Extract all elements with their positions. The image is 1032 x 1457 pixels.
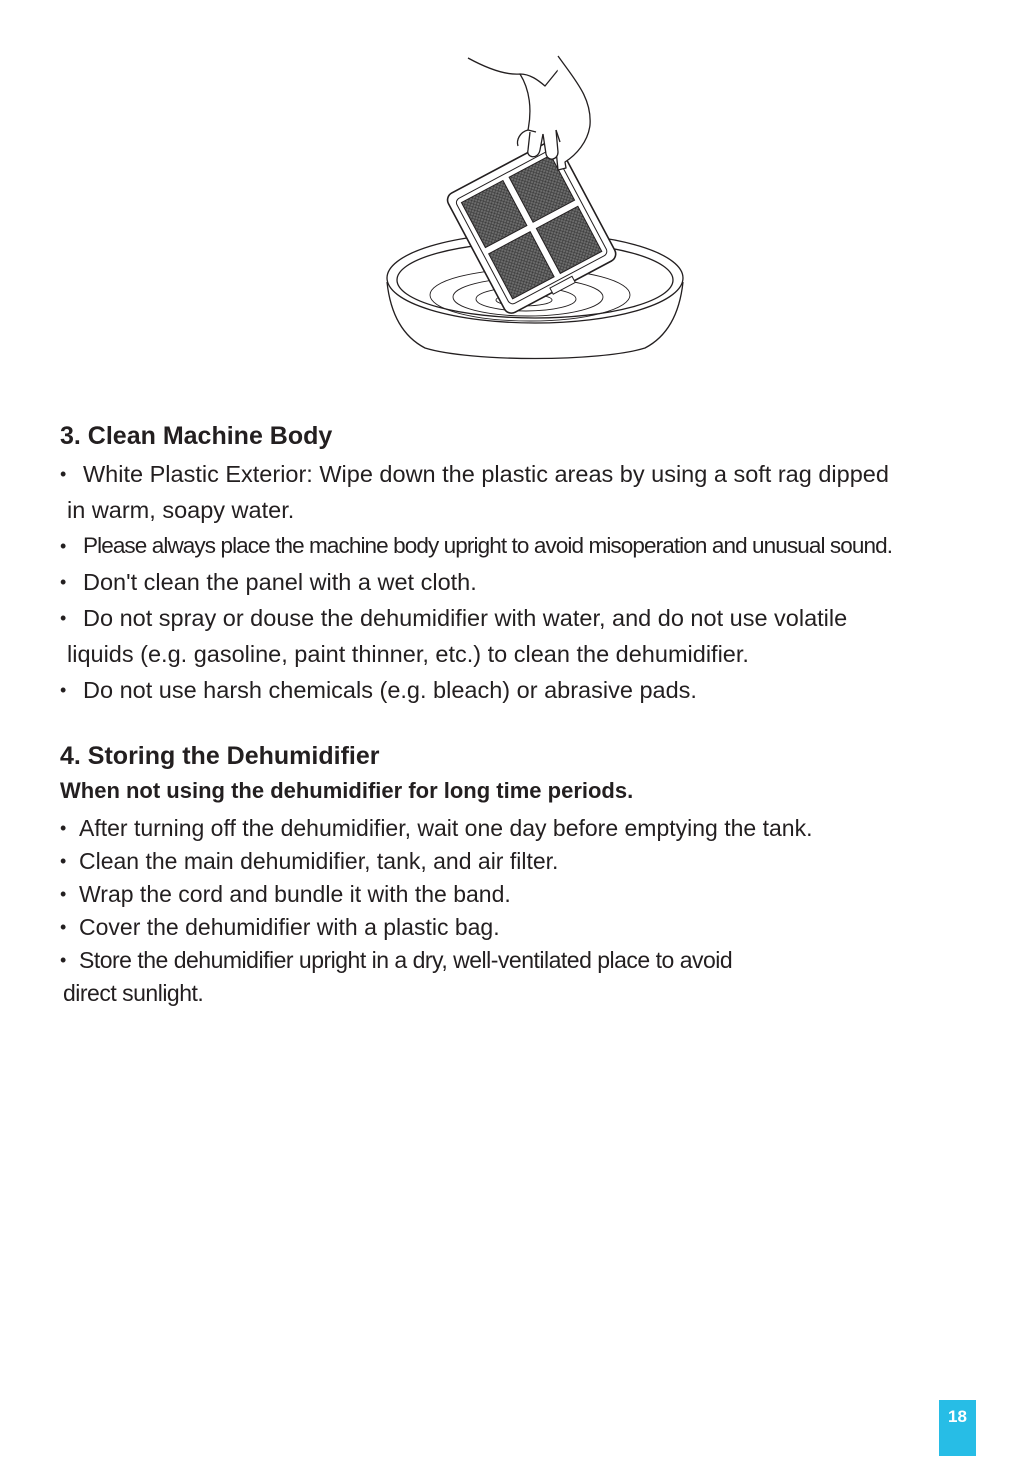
bullet-icon: • xyxy=(60,917,67,937)
list-item: • Do not use harsh chemicals (e.g. bleach) or abrasive pads. xyxy=(60,672,1000,708)
list-item: • After turning off the dehumidifier, wait one day before emptying the tank. xyxy=(60,812,1000,845)
section-3-list xyxy=(60,456,1000,708)
list-item: • Don't clean the panel with a wet cloth. xyxy=(60,564,1000,600)
list-item: • White Plastic Exterior: Wipe down the plastic areas by using a soft rag dipped xyxy=(60,456,1000,492)
list-item: • Clean the main dehumidifier, tank, and air filter. xyxy=(60,845,1000,878)
list-item: • Wrap the cord and bundle it with the band. xyxy=(60,878,1000,911)
page-content xyxy=(60,420,1000,1010)
section-4-list xyxy=(60,812,1000,1010)
hand-icon xyxy=(468,56,590,170)
bullet-icon: • xyxy=(60,950,66,970)
bullet-icon: • xyxy=(60,572,67,592)
bullet-icon: • xyxy=(60,608,67,628)
bullet-icon: • xyxy=(60,818,67,838)
bullet-icon: • xyxy=(60,680,67,700)
filter-washing-illustration xyxy=(380,50,690,365)
section-3-heading: 3. Clean Machine Body xyxy=(60,422,333,450)
bullet-icon: • xyxy=(60,464,67,484)
list-item: • Store the dehumidifier upright in a dry, well-ventilated place to avoid xyxy=(60,944,1000,977)
section-4-subheading: When not using the dehumidifier for long time periods. xyxy=(60,778,634,803)
bullet-icon: • xyxy=(60,884,67,904)
section-4-heading: 4. Storing the Dehumidifier xyxy=(60,742,380,770)
bullet-icon: • xyxy=(60,536,66,556)
list-item-continuation: liquids (e.g. gasoline, paint thinner, etc.) to clean the dehumidifier. xyxy=(67,641,749,667)
list-item: • Please always place the machine body upright to avoid misoperation and unusual sound. xyxy=(60,528,1000,564)
list-item-continuation: in warm, soapy water. xyxy=(67,497,295,523)
bullet-icon: • xyxy=(60,851,67,871)
list-item: • Do not spray or douse the dehumidifier with water, and do not use volatile xyxy=(60,600,1000,636)
list-item: • Cover the dehumidifier with a plastic bag. xyxy=(60,911,1000,944)
page-number-tab: 18 xyxy=(939,1400,976,1456)
list-item-continuation: direct sunlight. xyxy=(63,980,204,1006)
